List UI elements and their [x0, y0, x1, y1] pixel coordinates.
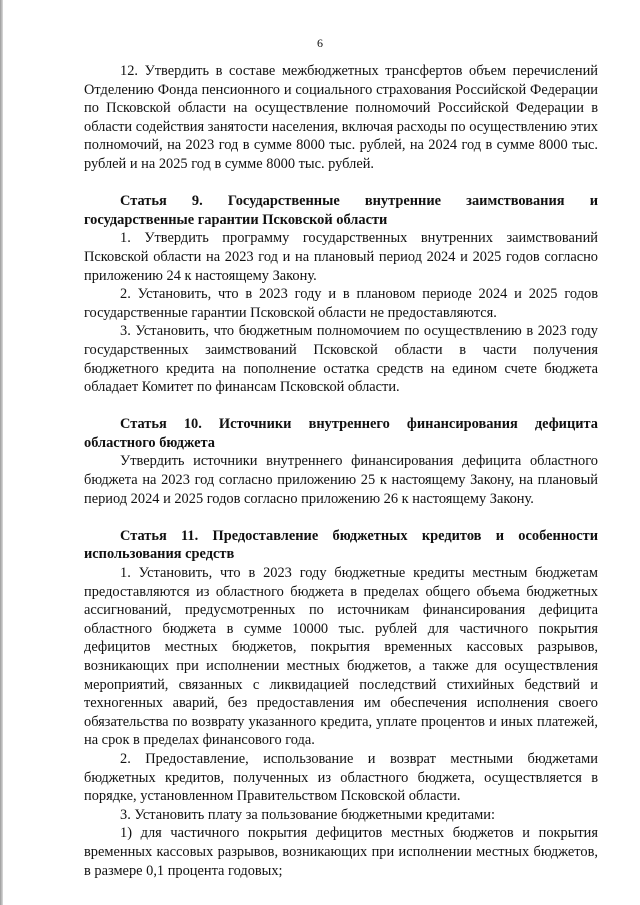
document-body — [84, 62, 598, 880]
article-11-item-1: 1. Установить, что в 2023 году бюджетные кредиты местным бюджетам предоставляются из областного бюджета в пределах общего объема бюджетных ассигнований, предусмотренных по источникам финансирования дефицита областного бюджета в сумме 10000 тыс. рублей для частичного покрытия дефицитов местных бюджетов, покрытия временных кассовых разрывов, возникающих при исполнении местных бюджетов, а также для осуществления мероприятий, связанных с ликвидацией последствий стихийных бедствий и техногенных аварий, без предоставления им обеспечения исполнения своего обязательства по возврату указанного кредита, уплате процентов и иных платежей, на срок в пределах финансового года. — [84, 565, 598, 749]
article-11-item-2: 2. Предоставление, использование и возврат местными бюджетами бюджетных кредитов, полученных из областного бюджета, осуществляется в порядке, установленном Правительством Псковской области. — [84, 750, 598, 805]
paragraph-transfers-item-12: 12. Утвердить в составе межбюджетных трансфертов объем перечислений Отделению Фонда пенсионного и социального страхования Российской Федерации по Псковской области на осуществление полномочий Российской Федерации в области содействия занятости населения, включая расходы по осуществлению этих полномочий, на 2023 год в сумме 8000 тыс. рублей, на 2024 год в сумме 8000 тыс. рублей и на 2025 год в сумме 8000 тыс. рублей. — [84, 63, 598, 172]
article-11-heading: Статья 11. Предоставление бюджетных кредитов и особенности использования средств — [84, 527, 598, 563]
article-9-item-2: 2. Установить, что в 2023 году и в плановом периоде 2024 и 2025 годов государственные гарантии Псковской области не предоставляются. — [84, 286, 598, 321]
article-11-item-3: 3. Установить плату за пользование бюджетными кредитами: — [120, 806, 495, 823]
article-10-heading: Статья 10. Источники внутреннего финансирования дефицита областного бюджета — [84, 416, 598, 451]
article-9-item-3: 3. Установить, что бюджетным полномочием по осуществлению в 2023 году государственных заимствований Псковской области в части получения бюджетного кредита на пополнение остатка средств на едином счете бюджета обладает Комитет по финансам Псковской области. — [84, 323, 598, 396]
article-9-item-1: 1. Утвердить программу государственных внутренних заимствований Псковской области на 2023 год и на плановый период 2024 и 2025 годов согласно приложению 24 к настоящему Закону. — [84, 230, 598, 284]
article-9-heading: Статья 9. Государственные внутренние заимствования и государственные гарантии Псковской области — [84, 193, 598, 228]
article-10-text: Утвердить источники внутреннего финансирования дефицита областного бюджета на 2023 год согласно приложению 25 к настоящему Закону, на плановый период 2024 и 2025 годов согласно приложению 26 к настоящему Закону. — [84, 453, 598, 507]
article-11-item-3-subitem-1: 1) для частичного покрытия дефицитов местных бюджетов и покрытия временных кассовых разрывов, возникающих при исполнении местных бюджетов, в размере 0,1 процента годовых; — [84, 825, 598, 879]
spacer — [84, 174, 598, 193]
scan-edge — [0, 0, 3, 905]
spacer — [84, 397, 598, 416]
spacer — [84, 508, 598, 527]
page-number: 6 — [317, 36, 323, 50]
